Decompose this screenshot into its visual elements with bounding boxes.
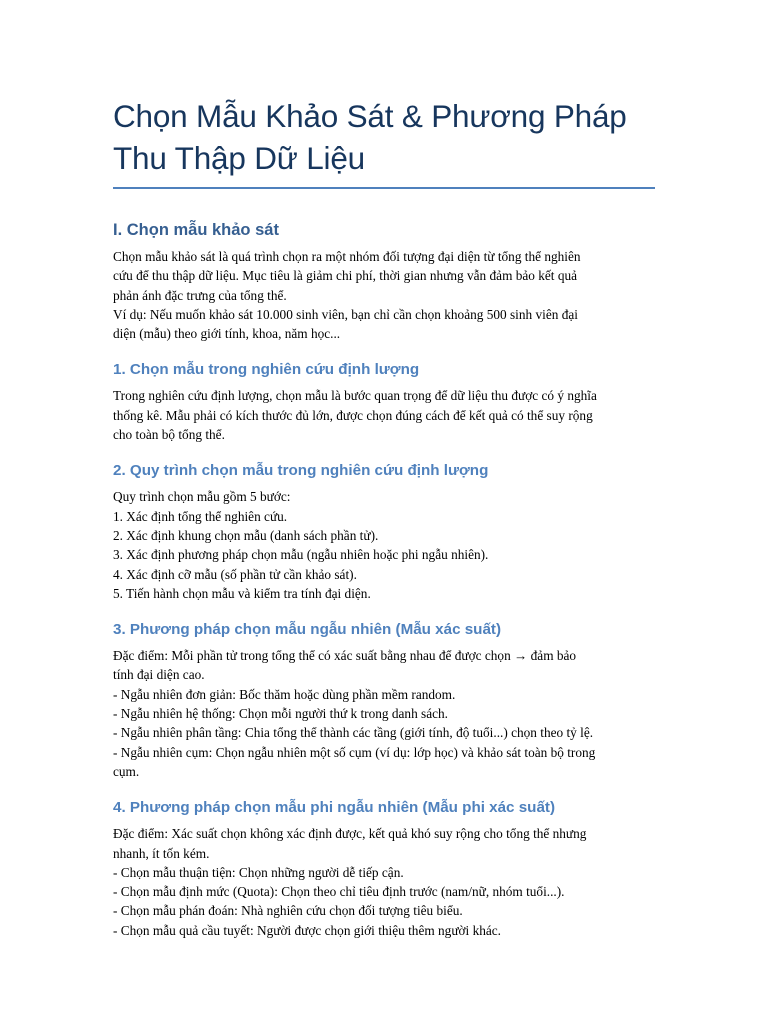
paragraph-line: Trong nghiên cứu định lượng, chọn mẫu là bước quan trọng để dữ liệu thu được có ý nghĩa <box>113 388 597 404</box>
subsection-paragraph <box>113 824 656 940</box>
paragraph-line: nhanh, ít tốn kém. <box>113 845 210 861</box>
subsection-paragraph <box>113 487 656 603</box>
paragraph-line: cho toàn bộ tổng thể. <box>113 427 225 443</box>
list-item: - Ngẫu nhiên đơn giản: Bốc thăm hoặc dùng phần mềm random. <box>113 686 456 702</box>
paragraph-line: Chọn mẫu khảo sát là quá trình chọn ra một nhóm đối tượng đại diện từ tổng thể nghiên <box>113 249 581 264</box>
subsection-heading: 4. Phương pháp chọn mẫu phi ngẫu nhiên (Mẫu phi xác suất) <box>113 799 556 817</box>
paragraph-line: phản ánh đặc trưng của tổng thể. <box>113 287 287 303</box>
paragraph-line: tính đại diện cao. <box>113 667 205 683</box>
list-item: 2. Xác định khung chọn mẫu (danh sách phần tử). <box>113 527 379 543</box>
subsection-paragraph <box>113 646 656 781</box>
title-line: Chọn Mẫu Khảo Sát & Phương Pháp <box>113 98 627 134</box>
paragraph-line: Đặc điểm: Xác suất chọn không xác định được, kết quả khó suy rộng cho tổng thể nhưng <box>113 826 587 842</box>
list-item: 3. Xác định phương pháp chọn mẫu (ngẫu nhiên hoặc phi ngẫu nhiên). <box>113 547 489 563</box>
subsection-heading: 2. Quy trình chọn mẫu trong nghiên cứu định lượng <box>113 462 489 480</box>
document-page <box>113 0 656 940</box>
section-paragraph <box>113 247 656 343</box>
list-item: 1. Xác định tổng thể nghiên cứu. <box>113 508 288 524</box>
document-title <box>113 95 656 187</box>
section-heading: I. Chọn mẫu khảo sát <box>113 221 279 239</box>
list-item: - Ngẫu nhiên hệ thống: Chọn mỗi người thứ k trong danh sách. <box>113 706 448 722</box>
list-item: - Chọn mẫu thuận tiện: Chọn những người dễ tiếp cận. <box>113 864 404 880</box>
paragraph-line: cứu để thu thập dữ liệu. Mục tiêu là giảm chi phí, thời gian nhưng vẫn đảm bảo kết quả <box>113 268 578 284</box>
list-item: - Chọn mẫu định mức (Quota): Chọn theo chỉ tiêu định trước (nam/nữ, nhóm tuổi...). <box>113 884 565 900</box>
list-item: - Ngẫu nhiên phân tầng: Chia tổng thể thành các tầng (giới tính, độ tuổi...) chọn theo tỷ lệ. <box>113 725 594 741</box>
list-item: 5. Tiến hành chọn mẫu và kiểm tra tính đại diện. <box>113 585 371 601</box>
list-item: cụm. <box>113 763 140 779</box>
list-item: - Chọn mẫu quả cầu tuyết: Người được chọn giới thiệu thêm người khác. <box>113 922 501 938</box>
paragraph-line: Ví dụ: Nếu muốn khảo sát 10.000 sinh viên, bạn chỉ cần chọn khoảng 500 sinh viên đại <box>113 306 578 322</box>
list-item: - Chọn mẫu phán đoán: Nhà nghiên cứu chọn đối tượng tiêu biểu. <box>113 903 463 919</box>
subsection-heading: 1. Chọn mẫu trong nghiên cứu định lượng <box>113 361 420 379</box>
title-line: Thu Thập Dữ Liệu <box>113 140 365 176</box>
subsection-paragraph <box>113 386 656 444</box>
title-underline <box>113 187 655 189</box>
paragraph-line: diện (mẫu) theo giới tính, khoa, năm học... <box>113 326 341 342</box>
paragraph-line: thống kê. Mẫu phải có kích thước đủ lớn, được chọn đúng cách để kết quả có thể suy rộng <box>113 407 593 423</box>
list-item: 4. Xác định cỡ mẫu (số phần tử cần khảo sát). <box>113 566 357 582</box>
subsection-heading: 3. Phương pháp chọn mẫu ngẫu nhiên (Mẫu xác suất) <box>113 621 502 639</box>
paragraph-line: Đặc điểm: Mỗi phần tử trong tổng thể có xác suất bằng nhau để được chọn → đảm bảo <box>113 648 577 664</box>
list-item: - Ngẫu nhiên cụm: Chọn ngẫu nhiên một số cụm (ví dụ: lớp học) và khảo sát toàn bộ trong <box>113 744 596 760</box>
paragraph-line: Quy trình chọn mẫu gồm 5 bước: <box>113 489 291 505</box>
